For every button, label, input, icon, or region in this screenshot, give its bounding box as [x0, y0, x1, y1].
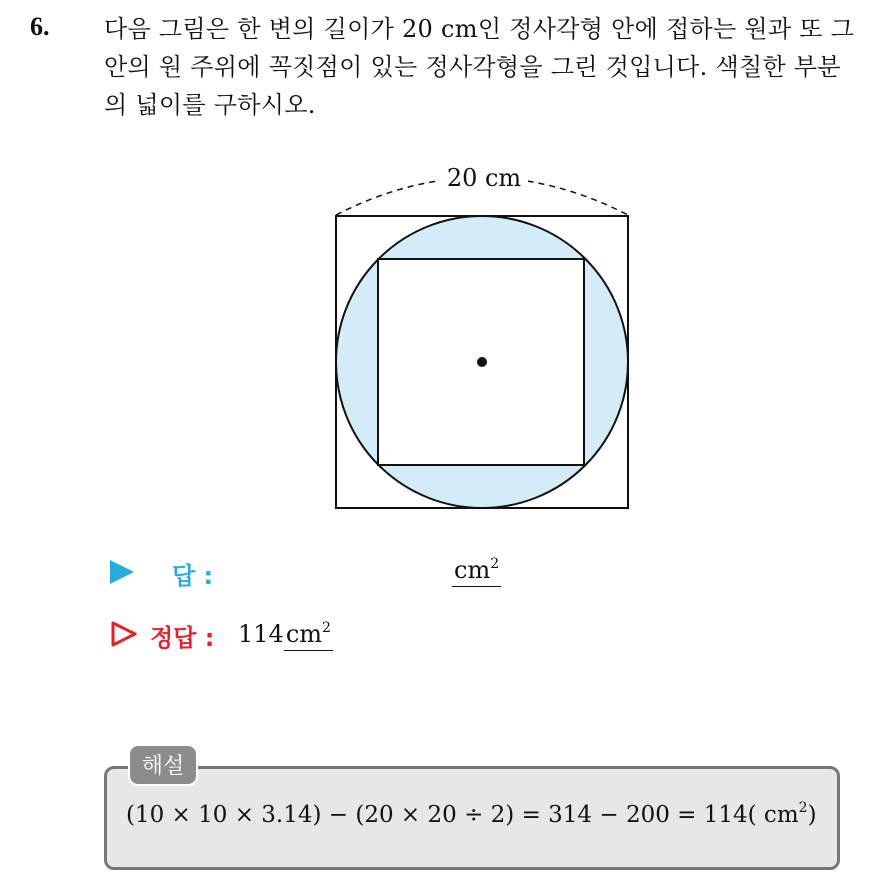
correct-arrow-icon	[110, 620, 138, 648]
answer-blank[interactable]	[452, 556, 501, 587]
correct-answer-row	[110, 616, 610, 656]
question-text: 다음 그림은 한 변의 길이가 20 cm인 정사각형 안에 접하는 원과 또 그 안의 원 주위에 꼭짓점이 있는 정사각형을 그린 것입니다. 색칠한 부분의 넓이를 구하시오.	[104, 15, 855, 119]
formula-main: (10 × 10 × 3.14) − (20 × 20 ÷ 2) = 314 − 200 = 114( cm	[126, 802, 799, 828]
answer-unit-exp: 2	[490, 556, 500, 572]
formula-exp: 2	[798, 800, 808, 816]
center-point	[477, 357, 487, 367]
formula-end: )	[807, 802, 817, 828]
question-number: 6.	[30, 12, 50, 41]
answer-unit: cm	[454, 556, 491, 584]
correct-value-wrap	[238, 620, 333, 648]
explanation-tab: 해설	[128, 744, 198, 786]
correct-value: 114	[238, 620, 284, 648]
geometry-figure	[320, 158, 640, 518]
answer-label: 답 :	[172, 562, 214, 590]
correct-label: 정답 :	[150, 624, 215, 652]
correct-unit: cm	[285, 620, 323, 648]
correct-unit-exp: 2	[322, 620, 331, 636]
correct-unit-wrap	[284, 620, 333, 651]
explanation-formula	[126, 802, 817, 828]
answer-row	[110, 556, 610, 590]
dimension-label: 20 cm	[446, 164, 522, 192]
answer-arrow-icon	[110, 560, 134, 584]
